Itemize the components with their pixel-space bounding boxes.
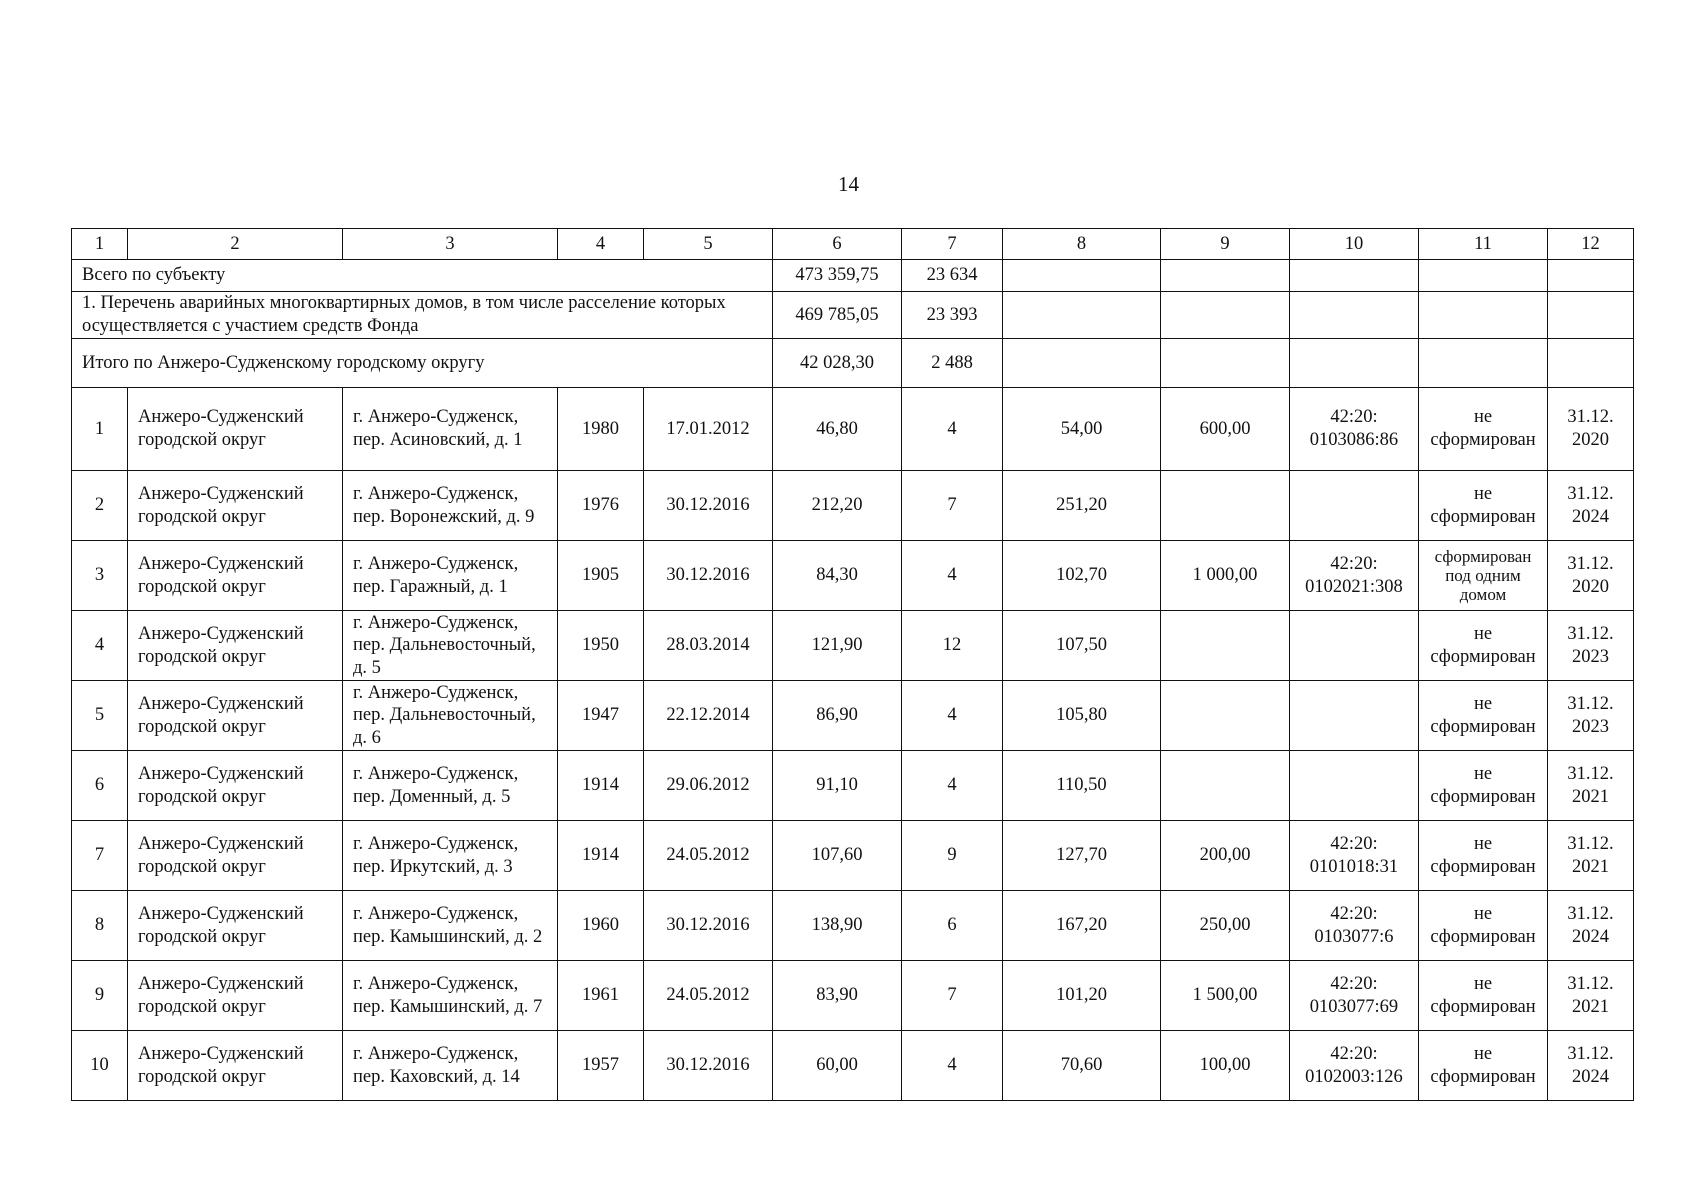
land-area-cell: 200,00 [1161,821,1290,891]
total-area-cell: 102,70 [1003,541,1161,611]
row-number: 5 [72,681,128,751]
deadline-cell: 31.12. 2024 [1548,891,1634,961]
summary-col7: 23 393 [902,292,1003,339]
total-area-cell: 107,50 [1003,611,1161,681]
header-cell: 1 [72,229,128,260]
header-cell: 4 [558,229,644,260]
empty-cell [1548,339,1634,388]
municipality-cell: Анжеро-Судженский городской округ [128,611,343,681]
address-cell: г. Анжеро-Судженск, пер. Дальневосточный, д. 6 [343,681,558,751]
area-cell: 107,60 [773,821,902,891]
year-cell: 1957 [558,1031,644,1101]
municipality-cell: Анжеро-Судженский городской округ [128,891,343,961]
area-cell: 60,00 [773,1031,902,1101]
residents-cell: 6 [902,891,1003,961]
empty-cell [1548,260,1634,292]
recognition-date-cell: 22.12.2014 [644,681,773,751]
year-cell: 1950 [558,611,644,681]
header-cell: 11 [1419,229,1548,260]
empty-cell [1290,260,1419,292]
address-cell: г. Анжеро-Судженск, пер. Иркутский, д. 3 [343,821,558,891]
recognition-date-cell: 24.05.2012 [644,961,773,1031]
empty-cell [1161,292,1290,339]
summary-label: Итого по Анжеро-Судженскому городскому округу [72,339,773,388]
table-row [72,611,1634,681]
row-number: 2 [72,471,128,541]
cadastral-number-cell: 42:20: 0103077:6 [1290,891,1419,961]
deadline-cell: 31.12. 2020 [1548,388,1634,471]
total-area-cell: 101,20 [1003,961,1161,1031]
header-cell: 10 [1290,229,1419,260]
land-status-cell: не сформирован [1419,1031,1548,1101]
total-area-cell: 70,60 [1003,1031,1161,1101]
row-number: 9 [72,961,128,1031]
table-row [72,961,1634,1031]
deadline-cell: 31.12. 2021 [1548,751,1634,821]
residents-cell: 4 [902,751,1003,821]
cadastral-number-cell: 42:20: 0103086:86 [1290,388,1419,471]
residents-cell: 4 [902,388,1003,471]
land-status-cell: не сформирован [1419,751,1548,821]
recognition-date-cell: 30.12.2016 [644,541,773,611]
empty-cell [1003,339,1161,388]
table-row [72,388,1634,471]
summary-col7: 2 488 [902,339,1003,388]
total-area-cell: 54,00 [1003,388,1161,471]
residents-cell: 4 [902,681,1003,751]
land-area-cell [1161,681,1290,751]
deadline-cell: 31.12. 2023 [1548,611,1634,681]
table-row [72,541,1634,611]
year-cell: 1914 [558,751,644,821]
land-status-cell: сформирован под одним домом [1419,541,1548,611]
year-cell: 1980 [558,388,644,471]
cadastral-number-cell [1290,471,1419,541]
land-status-cell: не сформирован [1419,681,1548,751]
address-cell: г. Анжеро-Судженск, пер. Каховский, д. 14 [343,1031,558,1101]
empty-cell [1161,260,1290,292]
land-status-cell: не сформирован [1419,388,1548,471]
year-cell: 1976 [558,471,644,541]
land-status-cell: не сформирован [1419,891,1548,961]
residents-cell: 12 [902,611,1003,681]
deadline-cell: 31.12. 2024 [1548,1031,1634,1101]
row-number: 3 [72,541,128,611]
address-cell: г. Анжеро-Судженск, пер. Доменный, д. 5 [343,751,558,821]
address-cell: г. Анжеро-Судженск, пер. Камышинский, д. 7 [343,961,558,1031]
land-area-cell: 250,00 [1161,891,1290,961]
empty-cell [1419,339,1548,388]
area-cell: 46,80 [773,388,902,471]
cadastral-number-cell: 42:20: 0103077:69 [1290,961,1419,1031]
area-cell: 86,90 [773,681,902,751]
residents-cell: 7 [902,471,1003,541]
recognition-date-cell: 29.06.2012 [644,751,773,821]
cadastral-number-cell: 42:20: 0102003:126 [1290,1031,1419,1101]
summary-label: Всего по субъекту [72,260,773,292]
row-number: 7 [72,821,128,891]
page-number: 14 [838,172,859,196]
land-area-cell: 1 000,00 [1161,541,1290,611]
municipality-cell: Анжеро-Судженский городской округ [128,388,343,471]
recognition-date-cell: 24.05.2012 [644,821,773,891]
summary-label: 1. Перечень аварийных многоквартирных домов, в том числе расселение которых осуществляется с участием средств Фонда [72,292,773,339]
area-cell: 91,10 [773,751,902,821]
row-number: 1 [72,388,128,471]
deadline-cell: 31.12. 2021 [1548,961,1634,1031]
header-cell: 12 [1548,229,1634,260]
municipality-cell: Анжеро-Судженский городской округ [128,1031,343,1101]
year-cell: 1914 [558,821,644,891]
municipality-cell: Анжеро-Судженский городской округ [128,961,343,1031]
total-area-cell: 110,50 [1003,751,1161,821]
table-row [72,821,1634,891]
total-by-subject-row [72,260,1634,292]
empty-cell [1003,260,1161,292]
summary-col6: 469 785,05 [773,292,902,339]
residents-cell: 7 [902,961,1003,1031]
empty-cell [1290,292,1419,339]
empty-cell [1548,292,1634,339]
land-area-cell: 600,00 [1161,388,1290,471]
residents-cell: 9 [902,821,1003,891]
row-number: 10 [72,1031,128,1101]
empty-cell [1290,339,1419,388]
total-area-cell: 127,70 [1003,821,1161,891]
recognition-date-cell: 17.01.2012 [644,388,773,471]
land-status-cell: не сформирован [1419,471,1548,541]
column-number-header-row [72,229,1634,260]
summary-col6: 473 359,75 [773,260,902,292]
header-cell: 8 [1003,229,1161,260]
address-cell: г. Анжеро-Судженск, пер. Асиновский, д. 1 [343,388,558,471]
residents-cell: 4 [902,1031,1003,1101]
address-cell: г. Анжеро-Судженск, пер. Гаражный, д. 1 [343,541,558,611]
municipality-cell: Анжеро-Судженский городской округ [128,681,343,751]
municipality-cell: Анжеро-Судженский городской округ [128,471,343,541]
row-number: 8 [72,891,128,961]
year-cell: 1961 [558,961,644,1031]
municipality-cell: Анжеро-Судженский городской округ [128,751,343,821]
recognition-date-cell: 28.03.2014 [644,611,773,681]
header-cell: 9 [1161,229,1290,260]
header-cell: 6 [773,229,902,260]
total-area-cell: 105,80 [1003,681,1161,751]
emergency-housing-table [71,228,1634,1101]
cadastral-number-cell [1290,611,1419,681]
deadline-cell: 31.12. 2023 [1548,681,1634,751]
empty-cell [1161,339,1290,388]
row-number: 4 [72,611,128,681]
land-area-cell [1161,611,1290,681]
municipality-cell: Анжеро-Судженский городской округ [128,821,343,891]
area-cell: 212,20 [773,471,902,541]
recognition-date-cell: 30.12.2016 [644,471,773,541]
fund-list-row [72,292,1634,339]
summary-col7: 23 634 [902,260,1003,292]
deadline-cell: 31.12. 2020 [1548,541,1634,611]
table-row [72,1031,1634,1101]
residents-cell: 4 [902,541,1003,611]
header-cell: 3 [343,229,558,260]
cadastral-number-cell: 42:20: 0101018:31 [1290,821,1419,891]
address-cell: г. Анжеро-Судженск, пер. Камышинский, д. 2 [343,891,558,961]
area-cell: 138,90 [773,891,902,961]
table-row [72,681,1634,751]
cadastral-number-cell: 42:20: 0102021:308 [1290,541,1419,611]
land-area-cell: 100,00 [1161,1031,1290,1101]
header-cell: 2 [128,229,343,260]
table-row [72,751,1634,821]
land-status-cell: не сформирован [1419,821,1548,891]
cadastral-number-cell [1290,681,1419,751]
empty-cell [1419,292,1548,339]
land-area-cell [1161,751,1290,821]
year-cell: 1947 [558,681,644,751]
table-row [72,471,1634,541]
area-cell: 83,90 [773,961,902,1031]
summary-col6: 42 028,30 [773,339,902,388]
area-cell: 121,90 [773,611,902,681]
row-number: 6 [72,751,128,821]
header-cell: 5 [644,229,773,260]
year-cell: 1905 [558,541,644,611]
year-cell: 1960 [558,891,644,961]
empty-cell [1003,292,1161,339]
recognition-date-cell: 30.12.2016 [644,891,773,961]
recognition-date-cell: 30.12.2016 [644,1031,773,1101]
district-total-row [72,339,1634,388]
land-area-cell: 1 500,00 [1161,961,1290,1031]
land-status-cell: не сформирован [1419,611,1548,681]
land-area-cell [1161,471,1290,541]
cadastral-number-cell [1290,751,1419,821]
deadline-cell: 31.12. 2021 [1548,821,1634,891]
total-area-cell: 167,20 [1003,891,1161,961]
deadline-cell: 31.12. 2024 [1548,471,1634,541]
municipality-cell: Анжеро-Судженский городской округ [128,541,343,611]
address-cell: г. Анжеро-Судженск, пер. Дальневосточный, д. 5 [343,611,558,681]
empty-cell [1419,260,1548,292]
table-row [72,891,1634,961]
header-cell: 7 [902,229,1003,260]
total-area-cell: 251,20 [1003,471,1161,541]
area-cell: 84,30 [773,541,902,611]
land-status-cell: не сформирован [1419,961,1548,1031]
address-cell: г. Анжеро-Судженск, пер. Воронежский, д. 9 [343,471,558,541]
